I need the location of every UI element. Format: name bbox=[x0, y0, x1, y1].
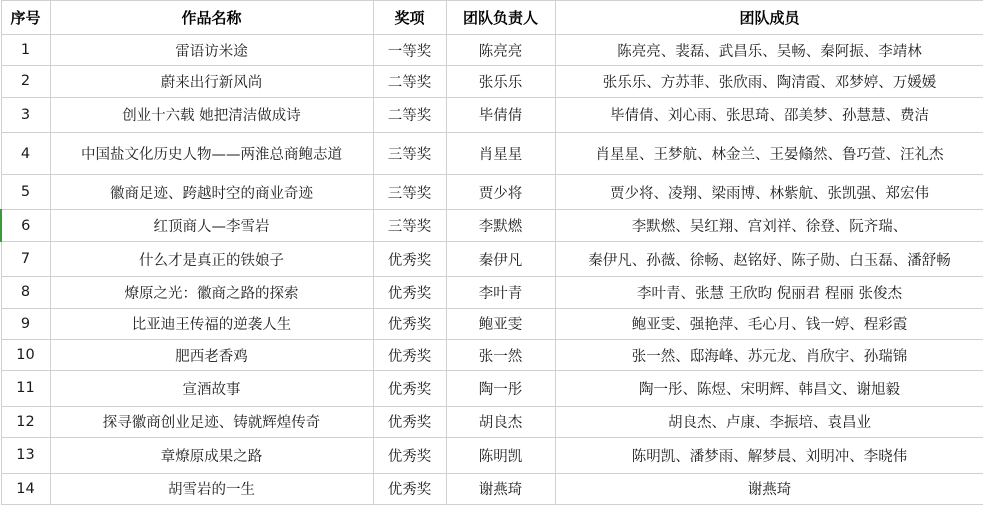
cell-title[interactable]: 创业十六载 她把清洁做成诗 bbox=[50, 97, 373, 133]
cell-leader[interactable]: 陈亮亮 bbox=[446, 35, 555, 66]
table-row bbox=[1, 66, 983, 97]
cell-title[interactable]: 红顶商人—李雪岩 bbox=[50, 210, 373, 241]
cell-no[interactable]: 1 bbox=[1, 35, 50, 66]
cell-no[interactable]: 12 bbox=[1, 406, 50, 437]
cell-title[interactable]: 什么才是真正的铁娘子 bbox=[50, 241, 373, 277]
cell-leader[interactable]: 肖星星 bbox=[446, 133, 555, 175]
table-row bbox=[1, 308, 983, 339]
cell-title[interactable]: 胡雪岩的一生 bbox=[50, 473, 373, 504]
cell-no[interactable]: 13 bbox=[1, 438, 50, 474]
header-cell-title[interactable]: 作品名称 bbox=[50, 1, 373, 35]
cell-award[interactable]: 优秀奖 bbox=[373, 406, 446, 437]
cell-no[interactable]: 5 bbox=[1, 174, 50, 210]
cell-title[interactable]: 肥西老香鸡 bbox=[50, 339, 373, 370]
cell-title[interactable]: 中国盐文化历史人物——两淮总商鲍志道 bbox=[50, 133, 373, 175]
cell-leader[interactable]: 陈明凯 bbox=[446, 438, 555, 474]
cell-award[interactable]: 二等奖 bbox=[373, 97, 446, 133]
cell-award[interactable]: 优秀奖 bbox=[373, 339, 446, 370]
cell-members[interactable]: 陈亮亮、裴磊、武昌乐、吴畅、秦阿振、李靖林 bbox=[555, 35, 983, 66]
cell-title[interactable]: 蔚来出行新风尚 bbox=[50, 66, 373, 97]
cell-members[interactable]: 陶一彤、陈煜、宋明辉、韩昌文、谢旭毅 bbox=[555, 371, 983, 407]
table-row bbox=[1, 174, 983, 210]
table-row bbox=[1, 438, 983, 474]
cell-no[interactable]: 7 bbox=[1, 241, 50, 277]
cell-no[interactable]: 6 bbox=[1, 210, 50, 241]
cell-no[interactable]: 11 bbox=[1, 371, 50, 407]
cell-leader[interactable]: 胡良杰 bbox=[446, 406, 555, 437]
cell-members[interactable]: 李默燃、吴红翔、宫刘祥、徐登、阮齐瑞、 bbox=[555, 210, 983, 241]
cell-members[interactable]: 秦伊凡、孙薇、徐畅、赵铭妤、陈子勋、白玉磊、潘舒畅 bbox=[555, 241, 983, 277]
cell-members[interactable]: 李叶青、张慧 王欣昀 倪丽君 程丽 张俊杰 bbox=[555, 277, 983, 308]
cell-leader[interactable]: 毕倩倩 bbox=[446, 97, 555, 133]
cell-leader[interactable]: 秦伊凡 bbox=[446, 241, 555, 277]
cell-members[interactable]: 张乐乐、方苏菲、张欣雨、陶清霞、邓梦婷、万媛媛 bbox=[555, 66, 983, 97]
table-row bbox=[1, 277, 983, 308]
table-row bbox=[1, 241, 983, 277]
cell-no[interactable]: 9 bbox=[1, 308, 50, 339]
cell-leader[interactable]: 李默燃 bbox=[446, 210, 555, 241]
cell-title[interactable]: 徽商足迹、跨越时空的商业奇迹 bbox=[50, 174, 373, 210]
cell-title[interactable]: 宣酒故事 bbox=[50, 371, 373, 407]
header-cell-members[interactable]: 团队成员 bbox=[555, 1, 983, 35]
cell-award[interactable]: 三等奖 bbox=[373, 174, 446, 210]
cell-title[interactable]: 燎原之光：徽商之路的探索 bbox=[50, 277, 373, 308]
header-cell-award[interactable]: 奖项 bbox=[373, 1, 446, 35]
cell-no[interactable]: 4 bbox=[1, 133, 50, 175]
cell-award[interactable]: 优秀奖 bbox=[373, 308, 446, 339]
header-row bbox=[1, 1, 983, 35]
cell-award[interactable]: 优秀奖 bbox=[373, 438, 446, 474]
cell-award[interactable]: 优秀奖 bbox=[373, 241, 446, 277]
header-cell-no[interactable]: 序号 bbox=[1, 1, 50, 35]
cell-members[interactable]: 谢燕琦 bbox=[555, 473, 983, 504]
cell-members[interactable]: 毕倩倩、刘心雨、张思琦、邵美梦、孙慧慧、费洁 bbox=[555, 97, 983, 133]
cell-title[interactable]: 比亚迪王传福的逆袭人生 bbox=[50, 308, 373, 339]
cell-members[interactable]: 胡良杰、卢康、李振培、袁昌业 bbox=[555, 406, 983, 437]
cell-leader[interactable]: 谢燕琦 bbox=[446, 473, 555, 504]
table-row bbox=[1, 210, 983, 241]
cell-title[interactable]: 章燎原成果之路 bbox=[50, 438, 373, 474]
cell-members[interactable]: 鲍亚雯、强艳萍、毛心月、钱一婷、程彩霞 bbox=[555, 308, 983, 339]
cell-award[interactable]: 优秀奖 bbox=[373, 277, 446, 308]
table-row bbox=[1, 371, 983, 407]
cell-title[interactable]: 探寻徽商创业足迹、铸就辉煌传奇 bbox=[50, 406, 373, 437]
cell-leader[interactable]: 张乐乐 bbox=[446, 66, 555, 97]
cell-no[interactable]: 3 bbox=[1, 97, 50, 133]
cell-leader[interactable]: 张一然 bbox=[446, 339, 555, 370]
cell-award[interactable]: 三等奖 bbox=[373, 210, 446, 241]
table-row bbox=[1, 97, 983, 133]
cell-leader[interactable]: 陶一彤 bbox=[446, 371, 555, 407]
cell-title[interactable]: 雷语访米途 bbox=[50, 35, 373, 66]
cell-leader[interactable]: 李叶青 bbox=[446, 277, 555, 308]
cell-award[interactable]: 一等奖 bbox=[373, 35, 446, 66]
table-row bbox=[1, 339, 983, 370]
cell-leader[interactable]: 鲍亚雯 bbox=[446, 308, 555, 339]
cell-award[interactable]: 二等奖 bbox=[373, 66, 446, 97]
cell-no[interactable]: 10 bbox=[1, 339, 50, 370]
cell-award[interactable]: 优秀奖 bbox=[373, 371, 446, 407]
cell-no[interactable]: 14 bbox=[1, 473, 50, 504]
cell-members[interactable]: 肖星星、王梦航、林金兰、王晏翛然、鲁巧萱、汪礼杰 bbox=[555, 133, 983, 175]
cell-leader[interactable]: 贾少将 bbox=[446, 174, 555, 210]
cell-members[interactable]: 贾少将、凌翔、梁雨博、林紫航、张凯强、郑宏伟 bbox=[555, 174, 983, 210]
table-row bbox=[1, 133, 983, 175]
cell-no[interactable]: 2 bbox=[1, 66, 50, 97]
header-cell-leader[interactable]: 团队负责人 bbox=[446, 1, 555, 35]
cell-members[interactable]: 陈明凯、潘梦雨、解梦晨、刘明冲、李晓伟 bbox=[555, 438, 983, 474]
table-row bbox=[1, 473, 983, 504]
cell-members[interactable]: 张一然、邸海峰、苏元龙、肖欣宇、孙瑞锦 bbox=[555, 339, 983, 370]
cell-award[interactable]: 三等奖 bbox=[373, 133, 446, 175]
table-row bbox=[1, 35, 983, 66]
cell-award[interactable]: 优秀奖 bbox=[373, 473, 446, 504]
table-row bbox=[1, 406, 983, 437]
cell-no[interactable]: 8 bbox=[1, 277, 50, 308]
